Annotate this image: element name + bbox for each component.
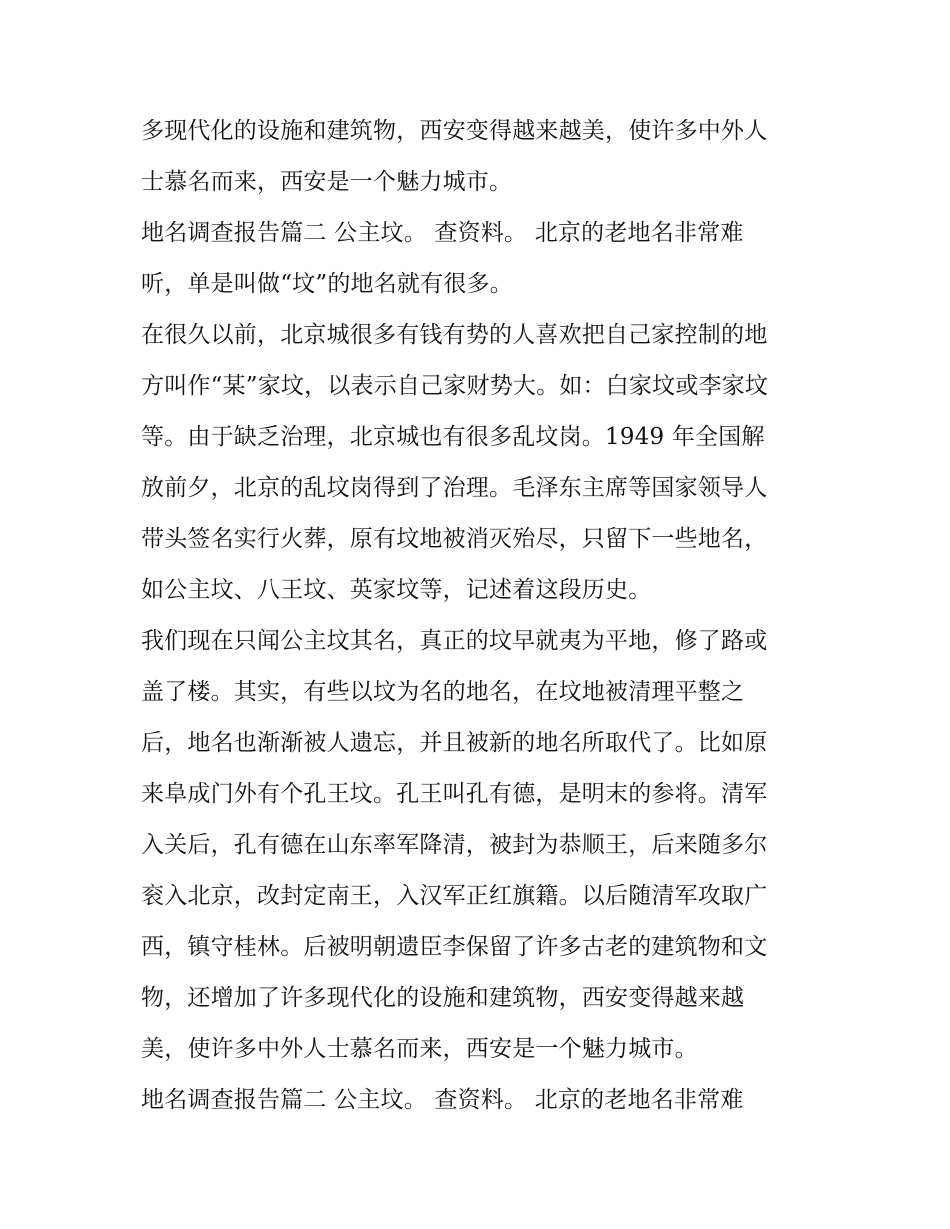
text-line: 地名调查报告篇二 公主坟。 查资料。 北京的老地名非常难 [141,1087,744,1113]
text-line: 士慕名而来，西安是一个魅力城市。 [141,169,513,195]
body-text [141,106,821,1126]
text-line: 带头签名实行火葬，原有坟地被消灭殆尽，只留下一些地名， [141,526,768,552]
text-line: 地名调查报告篇二 公主坟。 查资料。 北京的老地名非常难 [141,220,744,246]
text-line: 入关后，孔有德在山东率军降清，被封为恭顺王，后来随多尔 [141,832,768,858]
text-line: 在很久以前，北京城很多有钱有势的人喜欢把自己家控制的地 [141,322,768,348]
text-line: 美，使许多中外人士慕名而来，西安是一个魅力城市。 [141,1036,698,1062]
text-line: 多现代化的设施和建筑物，西安变得越来越美，使许多中外人 [141,118,768,144]
text-line: 衮入北京，改封定南王，入汉军正红旗籍。以后随清军攻取广 [141,883,768,909]
text-line: 方叫作“某”家坟，以表示自己家财势大。如：白家坟或李家坟 [141,373,769,399]
text-line: 等。由于缺乏治理，北京城也有很多乱坟岗。1949 年全国解 [141,424,765,450]
text-line: 盖了楼。其实，有些以坟为名的地名，在坟地被清理平整之 [141,679,745,705]
text-line: 物，还增加了许多现代化的设施和建筑物，西安变得越来越 [141,985,745,1011]
text-line: 听，单是叫做“坟”的地名就有很多。 [141,271,513,297]
text-line: 如公主坟、八王坟、英家坟等，记述着这段历史。 [141,577,652,603]
text-line: 我们现在只闻公主坟其名，真正的坟早就夷为平地，修了路或 [141,628,768,654]
text-line: 西，镇守桂林。后被明朝遗臣李保留了许多古老的建筑物和文 [141,934,768,960]
text-line: 后，地名也渐渐被人遗忘，并且被新的地名所取代了。比如原 [141,730,768,756]
text-line: 放前夕，北京的乱坟岗得到了治理。毛泽东主席等国家领导人 [141,475,768,501]
text-line: 来阜成门外有个孔王坟。孔王叫孔有德，是明末的参将。清军 [141,781,768,807]
